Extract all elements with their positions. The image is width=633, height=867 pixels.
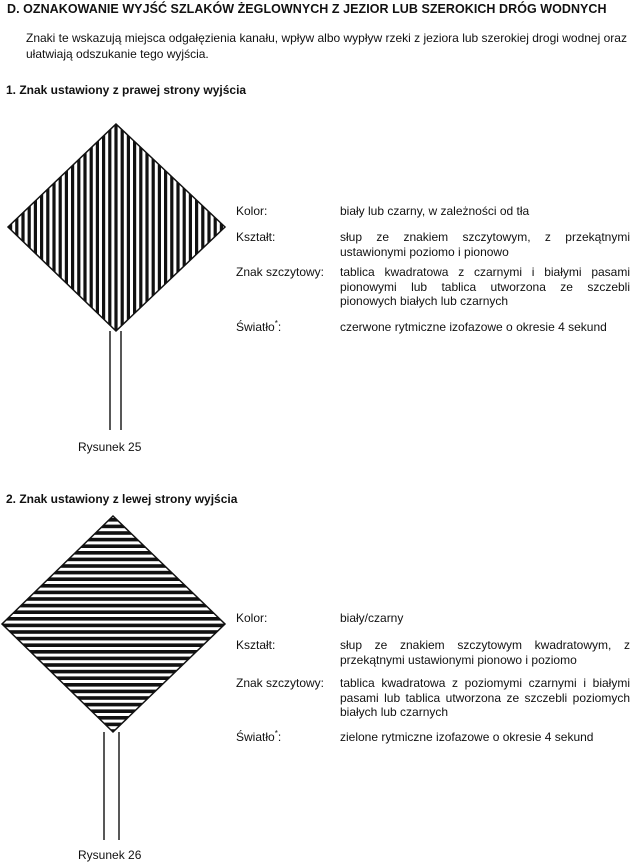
s1-value-color: biały lub czarny, w zależności od tła — [340, 204, 530, 218]
s1-value-shape: słup ze znakiem szczytowym, z przekątnymi ustawionymi poziomo i pionowo — [340, 230, 630, 259]
topmark-stripe — [15, 124, 18, 331]
s2-value-topmark: tablica kwadratowa z poziomymi czarnymi i białymi pasami lub tablica utworzona ze szczebli poziomych białych lub czarnych — [340, 676, 630, 719]
page-heading: D. OZNAKOWANIE WYJŚĆ SZLAKÓW ŻEGLOWNYCH Z JEZIOR LUB SZEROKICH DRÓG WODNYCH — [7, 2, 607, 16]
topmark-stripe — [189, 124, 192, 331]
topmark-stripe — [96, 124, 99, 331]
topmark-stripe — [108, 124, 111, 331]
topmark-stripe — [2, 584, 225, 588]
topmark-stripe — [2, 624, 225, 628]
topmark-stripe — [114, 124, 117, 331]
topmark-stripe — [183, 124, 186, 331]
topmark-stripe — [195, 124, 198, 331]
s2-label-topmark: Znak szczytowy: — [236, 676, 325, 690]
topmark-stripe — [2, 643, 225, 647]
section-2-title: 2. Znak ustawiony z lewej strony wyjścia — [6, 492, 238, 506]
s2-label-shape: Kształt: — [236, 638, 276, 652]
topmark-stripe — [2, 670, 225, 674]
topmark-stripe — [2, 604, 225, 608]
s2-value-color: biały/czarny — [340, 611, 404, 625]
sign-26-topmark-stripes — [2, 518, 225, 733]
topmark-stripe — [201, 124, 204, 331]
topmark-stripe — [2, 564, 225, 568]
topmark-stripe — [46, 124, 49, 331]
topmark-stripe — [65, 124, 68, 331]
topmark-stripe — [28, 124, 31, 331]
sign-26-pole — [104, 732, 119, 840]
topmark-stripe — [71, 124, 74, 331]
figure-26-caption: Rysunek 26 — [78, 848, 142, 862]
topmark-stripe — [2, 558, 225, 562]
topmark-stripe — [127, 124, 130, 331]
topmark-stripe — [2, 683, 225, 687]
topmark-stripe — [214, 124, 217, 331]
topmark-stripe — [2, 577, 225, 581]
topmark-stripe — [2, 637, 225, 641]
topmark-stripe — [2, 551, 225, 555]
topmark-stripe — [40, 124, 43, 331]
topmark-stripe — [2, 676, 225, 680]
s1-value-light: czerwone rytmiczne izofazowe o okresie 4 sekund — [340, 320, 607, 334]
topmark-stripe — [2, 518, 225, 522]
topmark-stripe — [2, 531, 225, 535]
s2-label-light: Światło*: — [236, 729, 282, 744]
sign-25-topmark-stripes — [9, 124, 223, 331]
topmark-stripe — [102, 124, 105, 331]
topmark-stripe — [21, 124, 24, 331]
topmark-stripe — [176, 124, 179, 331]
s1-label-color: Kolor: — [236, 204, 268, 218]
topmark-stripe — [164, 124, 167, 331]
topmark-stripe — [133, 124, 136, 331]
topmark-stripe — [139, 124, 142, 331]
topmark-stripe — [220, 124, 223, 331]
s1-value-topmark: tablica kwadratowa z czarnymi i białymi pasami pionowymi lub tablica utworzona ze szczebli pionowych białych lub czarnych — [340, 265, 630, 308]
s1-label-light: Światło*: — [236, 319, 282, 334]
topmark-stripe — [52, 124, 55, 331]
topmark-stripe — [59, 124, 62, 331]
section-1-title: 1. Znak ustawiony z prawej strony wyjścia — [6, 83, 247, 97]
topmark-stripe — [2, 716, 225, 720]
topmark-stripe — [2, 690, 225, 694]
topmark-stripe — [77, 124, 80, 331]
topmark-stripe — [90, 124, 93, 331]
topmark-stripe — [2, 709, 225, 713]
topmark-stripe — [207, 124, 210, 331]
intro-paragraph: Znaki te wskazują miejsca odgałęzienia kanału, wpływ albo wypływ rzeki z jeziora lub szerokiej drogi wodnej oraz ułatwiają odszukanie tego wyjścia. — [26, 31, 627, 61]
topmark-stripe — [2, 610, 225, 614]
topmark-stripe — [2, 723, 225, 727]
topmark-stripe — [2, 571, 225, 575]
topmark-stripe — [2, 544, 225, 548]
s2-value-light: zielone rytmiczne izofazowe o okresie 4 sekund — [340, 730, 594, 744]
figure-25-caption: Rysunek 25 — [78, 440, 142, 454]
topmark-stripe — [34, 124, 37, 331]
topmark-stripe — [2, 696, 225, 700]
topmark-stripe — [2, 617, 225, 621]
topmark-stripe — [2, 650, 225, 654]
topmark-stripe — [2, 630, 225, 634]
topmark-stripe — [2, 703, 225, 707]
s2-value-shape: słup ze znakiem szczytowym kwadratowym, z przekątnymi ustawionymi pionowo i poziomo — [340, 638, 630, 667]
topmark-stripe — [2, 597, 225, 601]
topmark-stripe — [2, 525, 225, 529]
topmark-stripe — [170, 124, 173, 331]
topmark-stripe — [158, 124, 161, 331]
s2-label-color: Kolor: — [236, 611, 268, 625]
sign-25-pole — [110, 331, 121, 430]
topmark-stripe — [121, 124, 124, 331]
s1-label-shape: Kształt: — [236, 230, 276, 244]
topmark-stripe — [2, 538, 225, 542]
topmark-stripe — [2, 663, 225, 667]
topmark-stripe — [152, 124, 155, 331]
s1-label-topmark: Znak szczytowy: — [236, 265, 325, 279]
